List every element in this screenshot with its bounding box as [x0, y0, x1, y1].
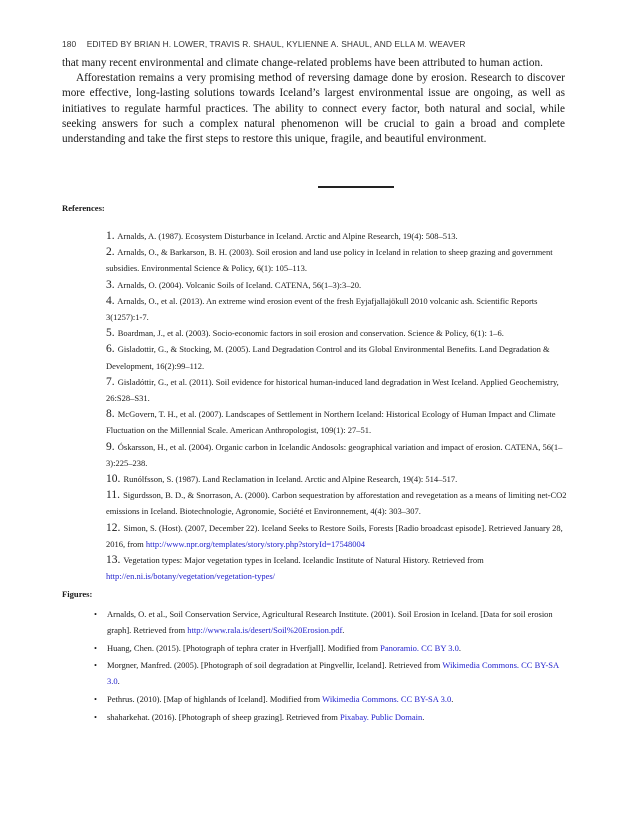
reference-text: Gisladóttir, G., et al. (2011). Soil evidence for historical human-induced land degradation in West Iceland. Applied Geochemistry, 26:S28–S31. — [106, 376, 559, 404]
figure-credit-text: shaharkehat. (2016). [Photograph of sheep grazing]. Retrieved from — [107, 711, 340, 722]
figure-credit-text: Huang, Chen. (2015). [Photograph of tephra crater in Hverfjall]. Modified from — [107, 642, 381, 653]
figure-credit-link[interactable]: Wikimedia Commons. CC BY-SA 3.0 — [107, 660, 559, 687]
figure-credit-text: Pethrus. (2010). [Map of highlands of Iceland]. Modified from — [107, 693, 323, 704]
reference-number: 5. — [106, 327, 115, 340]
figure-credit-link[interactable]: http://www.rala.is/desert/Soil%20Erosion.pdf — [187, 624, 343, 635]
reference-number: 12. — [106, 521, 121, 534]
reference-item — [106, 228, 568, 244]
reference-number: 8. — [106, 408, 115, 421]
figure-credit-item — [94, 641, 568, 657]
reference-text: McGovern, T. H., et al. (2007). Landscapes of Settlement in Northern Iceland: Historical Ecology of Human Impact and Climate Fluctuation on the Millennial Scale. American Anthropologist, 109(1): 27–51. — [106, 409, 556, 436]
reference-text: Arnalds, O., et al. (2013). An extreme wind erosion event of the fresh Eyjafjallajökull 2010 volcanic ash. Scientific Reports 3(1257):1-7. — [106, 295, 538, 323]
figure-credit-item — [94, 658, 568, 690]
reference-number: 2. — [106, 246, 115, 259]
reference-item — [106, 520, 568, 552]
reference-text: Arnalds, O. (2004). Volcanic Soils of Iceland. CATENA, 56(1–3):3–20. — [117, 279, 362, 290]
reference-number: 1. — [106, 230, 115, 242]
reference-text: Óskarsson, H., et al. (2004). Organic carbon in Icelandic Andosols: geographical variation and impact of erosion. CATENA, 56(1–3):225–238. — [106, 441, 563, 468]
bullet-icon: • — [94, 660, 97, 671]
bullet-icon: • — [94, 609, 97, 619]
figure-credit-end: . — [117, 676, 120, 687]
reference-text: Arnalds, O., & Barkarson, B. H. (2003). Soil erosion and land use policy in Iceland in relation to sheep grazing and government subsidies. Environmental Science & Policy, 6(1): 105–113. — [106, 247, 553, 274]
reference-link[interactable]: http://en.ni.is/botany/vegetation/vegetation-types/ — [106, 571, 276, 582]
reference-item — [106, 487, 568, 519]
reference-item — [106, 406, 568, 438]
references-heading: References: — [62, 203, 105, 213]
page-number: 180 — [62, 39, 77, 49]
figure-credit-end: . — [451, 693, 454, 704]
reference-number: 9. — [106, 440, 115, 453]
reference-item — [106, 341, 568, 373]
reference-item — [106, 374, 568, 406]
reference-number: 6. — [106, 343, 115, 356]
reference-number: 4. — [106, 294, 115, 307]
reference-number: 7. — [106, 375, 115, 388]
reference-number: 10. — [106, 473, 121, 486]
reference-text: Arnalds, A. (1987). Ecosystem Disturbance in Iceland. Arctic and Alpine Research, 19(4): 508–513. — [117, 231, 458, 241]
reference-item — [106, 471, 568, 487]
reference-text: Simon, S. (Host). (2007, December 22). Iceland Seeks to Restore Soils, Forests [Radio broadcast episode]. Retrieved January 28, 2016, from — [106, 522, 563, 549]
reference-number: 3. — [106, 278, 115, 291]
reference-item — [106, 293, 568, 325]
reference-item — [106, 325, 568, 341]
figure-credit-link[interactable]: Panoramio. CC BY 3.0 — [380, 642, 459, 653]
reference-item — [106, 552, 568, 584]
bullet-icon: • — [94, 642, 97, 653]
figure-credit-item — [94, 607, 568, 639]
references-list — [106, 228, 568, 584]
reference-link[interactable]: http://www.npr.org/templates/story/story.php?storyId=17548004 — [145, 538, 365, 549]
reference-text: Runólfsson, S. (1987). Land Reclamation in Iceland. Arctic and Alpine Research, 19(4): 514–517. — [123, 474, 458, 485]
reference-number: 11. — [106, 489, 120, 502]
figure-credit-item — [94, 692, 568, 708]
reference-text: Boardman, J., et al. (2003). Socio-economic factors in soil erosion and conservation. Science & Policy, 6(1): 1–6. — [117, 328, 504, 339]
running-header — [62, 39, 466, 49]
reference-text: Vegetation types: Major vegetation types in Iceland. Icelandic Institute of Natural History. Retrieved from — [123, 555, 484, 566]
section-divider — [318, 186, 394, 188]
reference-text: Sigurdsson, B. D., & Snorrason, A. (2000). Carbon sequestration by afforestation and revegetation as a means of limiting net-CO2 emissions in Iceland. Biotechnologie, Agronomie, Société et Environnement, 4(4): 303–307. — [106, 490, 567, 517]
bullet-icon: • — [94, 711, 97, 722]
figure-credit-text: Morgner, Manfred. (2005). [Photograph of soil degradation at Pingvellir, Iceland]. Retrieved from — [107, 660, 443, 671]
figure-credit-text: Arnalds, O. et al., Soil Conservation Service, Agricultural Research Institute. (2001). Soil Erosion in Iceland. [Data for soil erosion graph]. Retrieved from — [107, 609, 553, 635]
reference-item — [106, 244, 568, 276]
body-text — [62, 56, 565, 147]
paragraph-2: Afforestation remains a very promising method of reversing damage done by erosion. Research to discover more effective, long-lasting solutions towards Iceland’s largest environmental issue are ongoing, as well as initiatives to regulate harmful practices. The ability to connect every factor, both natural and social, while seeking answers for such a complex natural phenomenon will be crucial to gain a broad and complete understanding and take the first steps to restore this unique, fragile, and beautiful environment. — [62, 72, 565, 146]
figures-heading: Figures: — [62, 589, 93, 599]
figure-credit-link[interactable]: Pixabay. Public Domain — [339, 711, 423, 722]
paragraph-1: that many recent environmental and climate change-related problems have been attributed to human action. — [62, 57, 543, 69]
reference-item — [106, 439, 568, 471]
figure-credit-link[interactable]: Wikimedia Commons. CC BY-SA 3.0 — [322, 693, 452, 704]
figure-credit-end: . — [422, 711, 425, 722]
figure-credit-end: . — [342, 624, 345, 635]
bullet-icon: • — [94, 693, 97, 704]
reference-number: 13. — [106, 554, 121, 567]
reference-item — [106, 277, 568, 293]
figure-credit-end: . — [458, 642, 462, 653]
figures-list — [94, 607, 568, 728]
reference-text: Gisladottir, G., & Stocking, M. (2005). Land Degradation Control and its Global Environmental Benefits. Land Degradation & Development, 16(2):99–112. — [106, 344, 550, 371]
running-title: EDITED BY BRIAN H. LOWER, TRAVIS R. SHAUL, KYLIENNE A. SHAUL, AND ELLA M. WEAVER — [86, 39, 466, 49]
figure-credit-item — [94, 710, 568, 726]
